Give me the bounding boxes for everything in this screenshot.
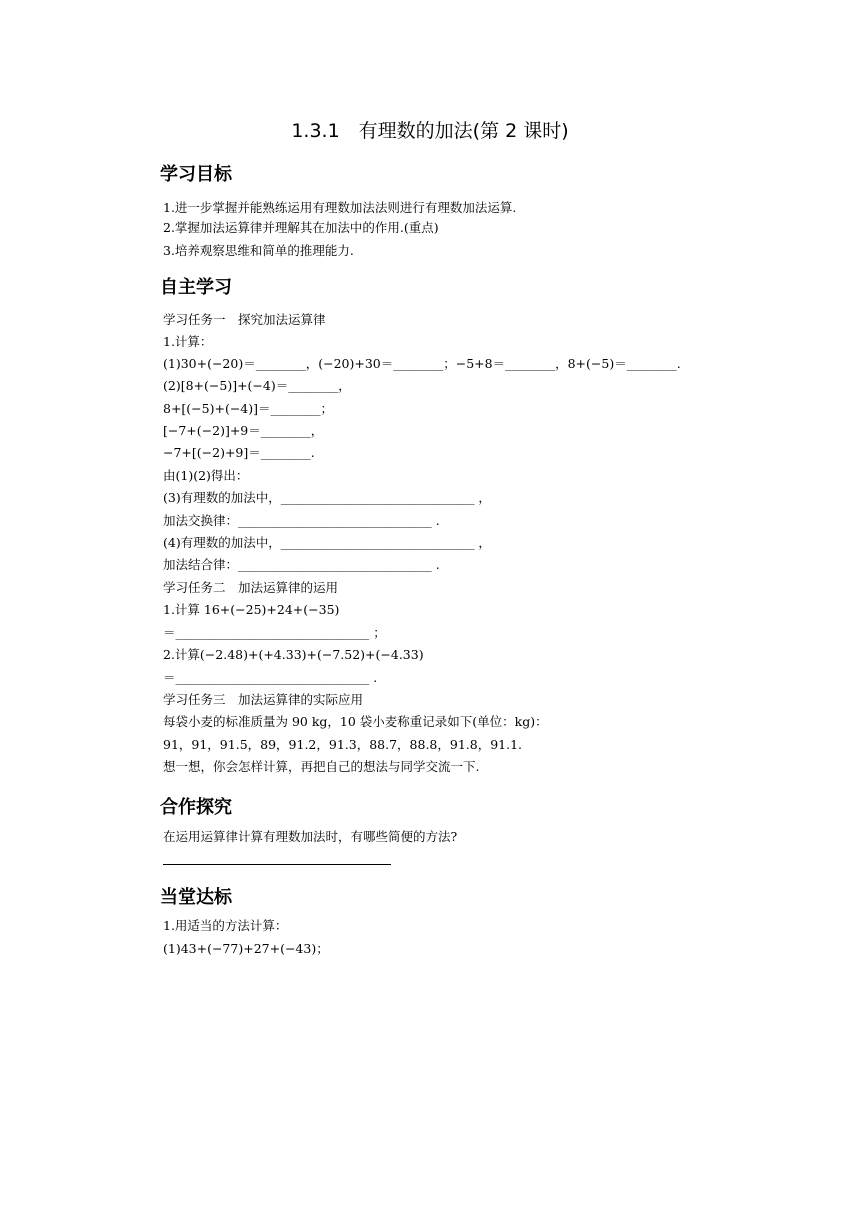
- text-line: 想一想，你会怎样计算，再把自己的想法与同学交流一下.: [163, 759, 480, 774]
- section-heading-cooperate: 合作探究: [160, 797, 232, 818]
- text-line: 由(1)(2)得出：: [163, 468, 249, 483]
- text-line: 在运用运算律计算有理数加法时，有哪些简便的方法?: [163, 829, 458, 844]
- text-line: 1.计算：: [163, 334, 213, 349]
- text-line: 2.计算(−2.48)+(+4.33)+(−7.52)+(−4.33): [163, 647, 424, 662]
- text-line: 1.计算 16+(−25)+24+(−35): [163, 602, 340, 617]
- goal-item: 2.掌握加法运算律并理解其在加法中的作用.(重点): [163, 220, 439, 235]
- text-line: 加法交换律：_______________________________ .: [163, 513, 440, 528]
- goal-item: 3.培养观察思维和简单的推理能力.: [163, 243, 354, 258]
- text-line: 8+[(−5)+(−4)]＝________；: [163, 401, 334, 416]
- text-line: −7+[(−2)+9]＝________.: [163, 445, 315, 460]
- section-heading-goals: 学习目标: [160, 164, 232, 185]
- text-line: 加法结合律：_______________________________ .: [163, 557, 440, 572]
- text-line: (2)[8+(−5)]+(−4)＝________，: [163, 378, 351, 393]
- section-heading-self-study: 自主学习: [160, 277, 232, 298]
- text-line: 学习任务二 加法运算律的运用: [163, 580, 339, 595]
- text-line: 学习任务三 加法运算律的实际应用: [163, 692, 364, 707]
- text-line: ＝_______________________________ .: [163, 670, 378, 685]
- answer-line: [163, 864, 391, 865]
- text-line: (4)有理数的加法中，_______________________________ ，: [163, 535, 491, 550]
- section-heading-practice: 当堂达标: [160, 887, 232, 908]
- text-line: [−7+(−2)]+9＝________，: [163, 423, 324, 438]
- page-title: 1.3.1 有理数的加法(第 2 课时): [291, 120, 569, 142]
- text-line: 91，91，91.5，89，91.2，91.3，88.7，88.8，91.8，91.1.: [163, 737, 523, 752]
- goal-item: 1.进一步掌握并能熟练运用有理数加法法则进行有理数加法运算.: [163, 200, 517, 215]
- text-line: 每袋小麦的标准质量为 90 kg，10 袋小麦称重记录如下(单位：kg)：: [163, 714, 548, 729]
- text-line: ＝_______________________________ ；: [163, 625, 386, 640]
- text-line: 学习任务一 探究加法运算律: [163, 312, 326, 327]
- text-line: 1.用适当的方法计算：: [163, 918, 288, 933]
- text-line: (1)43+(−77)+27+(−43)；: [163, 941, 329, 956]
- text-line: (3)有理数的加法中，_______________________________ ，: [163, 490, 491, 505]
- text-line: (1)30+(−20)＝________，(−20)+30＝________；−5+8＝________，8+(−5)＝________.: [163, 356, 681, 371]
